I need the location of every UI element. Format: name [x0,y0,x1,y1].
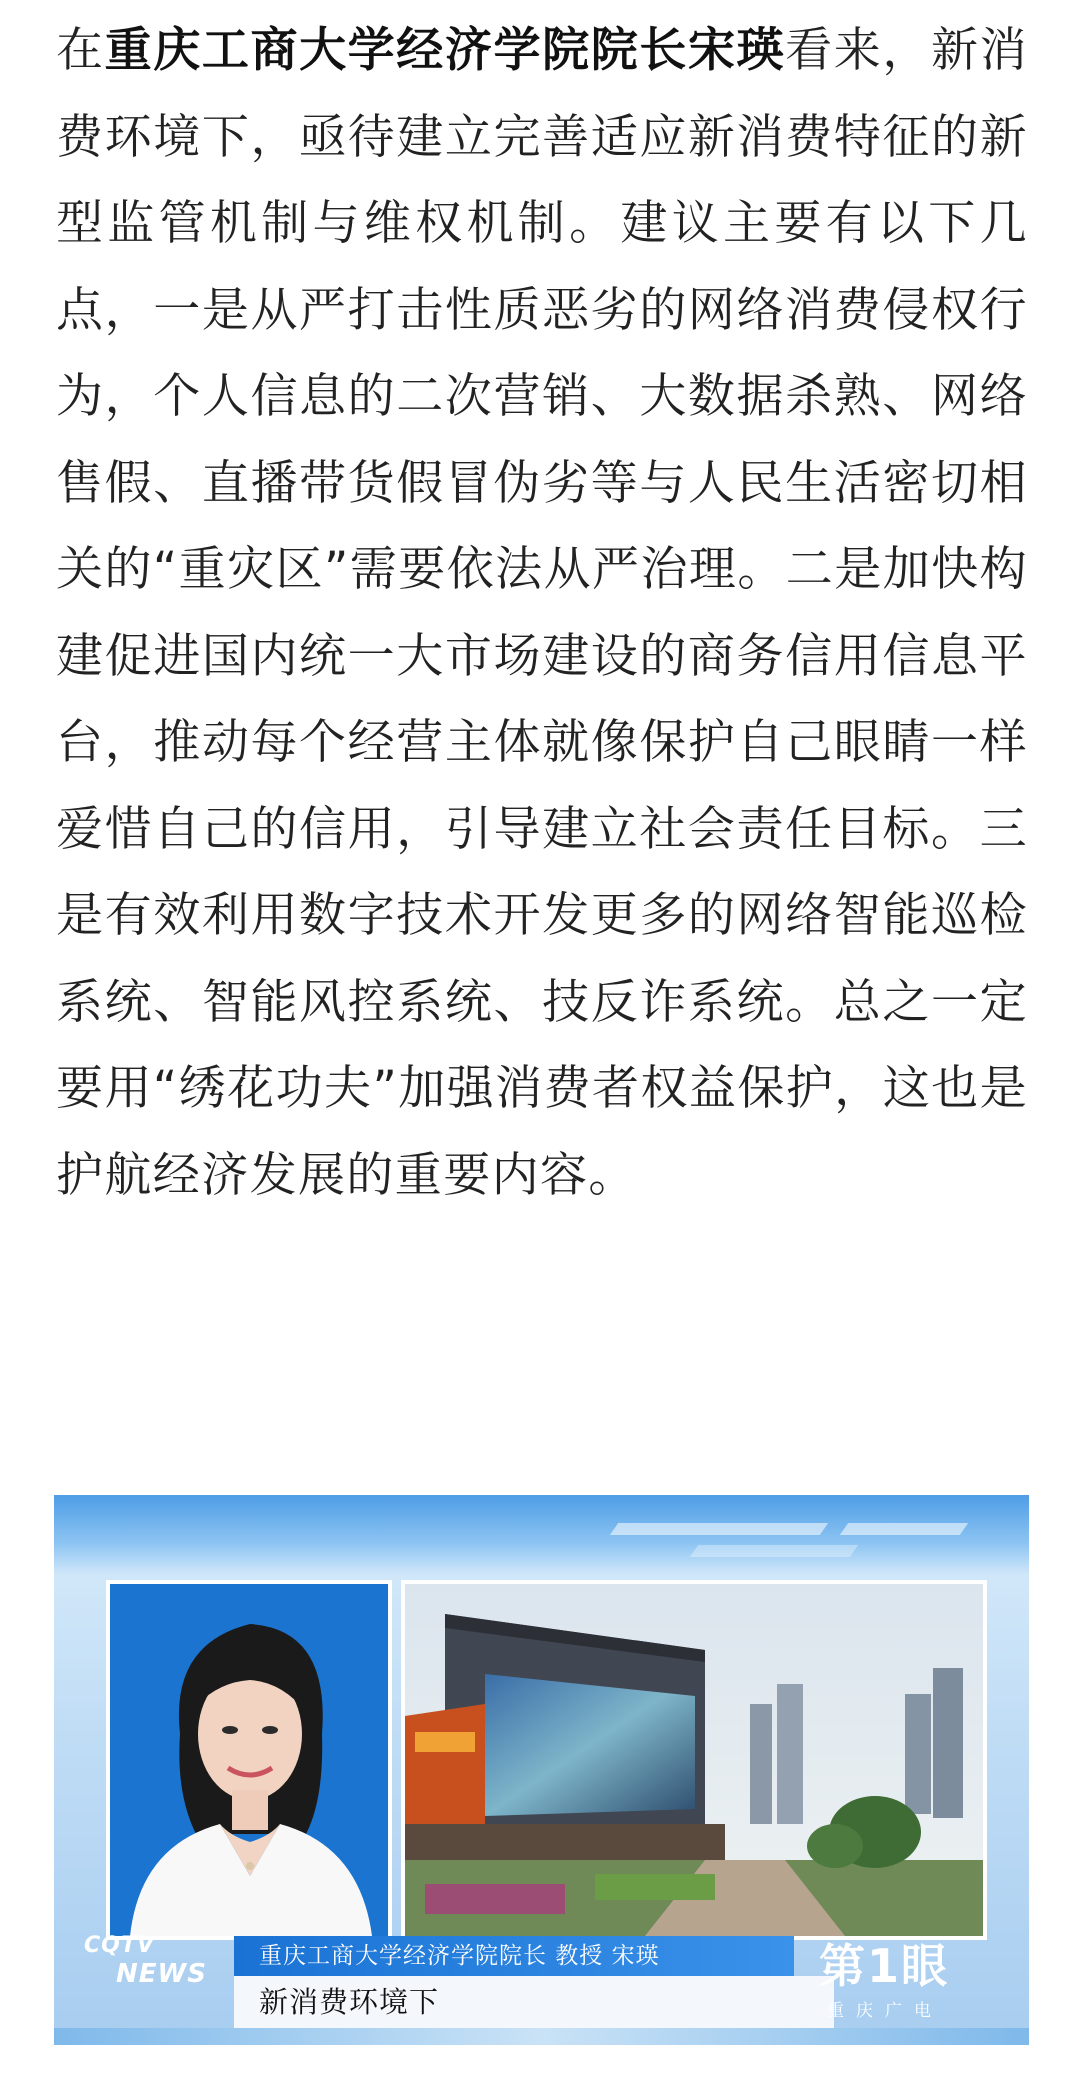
article-paragraph [56,8,1028,1219]
news-logo-text: NEWS [116,1959,207,1989]
decor-stripe [610,1523,828,1535]
interviewee-portrait [106,1580,392,1940]
article-text: 看来，新消费环境下，亟待建立完善适应新消费特征的新型监管机制与维权机制。建议主要有以下几点，一是从严打击性质恶劣的网络消费侵权行为，个人信息的二次营销、大数据杀熟、网络售假、直播带货假冒伪劣等与人民生活密切相关的“重灾区”需要依法从严治理。二是加快构建促进国内统一大市场建设的商务信用信息平台，推动每个经营主体就像保护自己眼睛一样爱惜自己的信用，引导建立社会责任目标。三是有效利用数字技术开发更多的网络智能巡检系统、智能风控系统、技反诈系统。总之一定要用“绣花功夫”加强消费者权益保护，这也是护航经济发展的重要内容。 [56,23,1029,1203]
interviewee-name-caption: 重庆工商大学经济学院院长 教授 宋瑛 [259,1943,660,1969]
portrait-illustration [110,1584,388,1936]
article-emphasis-name: 重庆工商大学经济学院院长宋瑛 [104,23,786,78]
news-screenshot[interactable] [54,1495,1029,2045]
news-headline-caption: 新消费环境下 [259,1985,440,2019]
city-scene-photo [401,1580,987,1940]
decor-stripe [690,1545,858,1557]
frame-top-band [54,1495,1029,1575]
article-lead: 在 [56,23,105,78]
broadcaster-logo-main: 第1眼 [819,1939,950,1993]
lower-third-caption [54,1930,1029,2045]
article-body [56,8,1028,1219]
cqtv-logo-text: CQTV [84,1933,155,1958]
caption-bottom-bar [54,2028,1029,2045]
decor-stripe [840,1523,968,1535]
city-scene-illustration [405,1584,983,1936]
broadcaster-logo-sub: 重庆广电 [827,2001,943,2021]
broadcaster-logo [819,1938,999,2030]
